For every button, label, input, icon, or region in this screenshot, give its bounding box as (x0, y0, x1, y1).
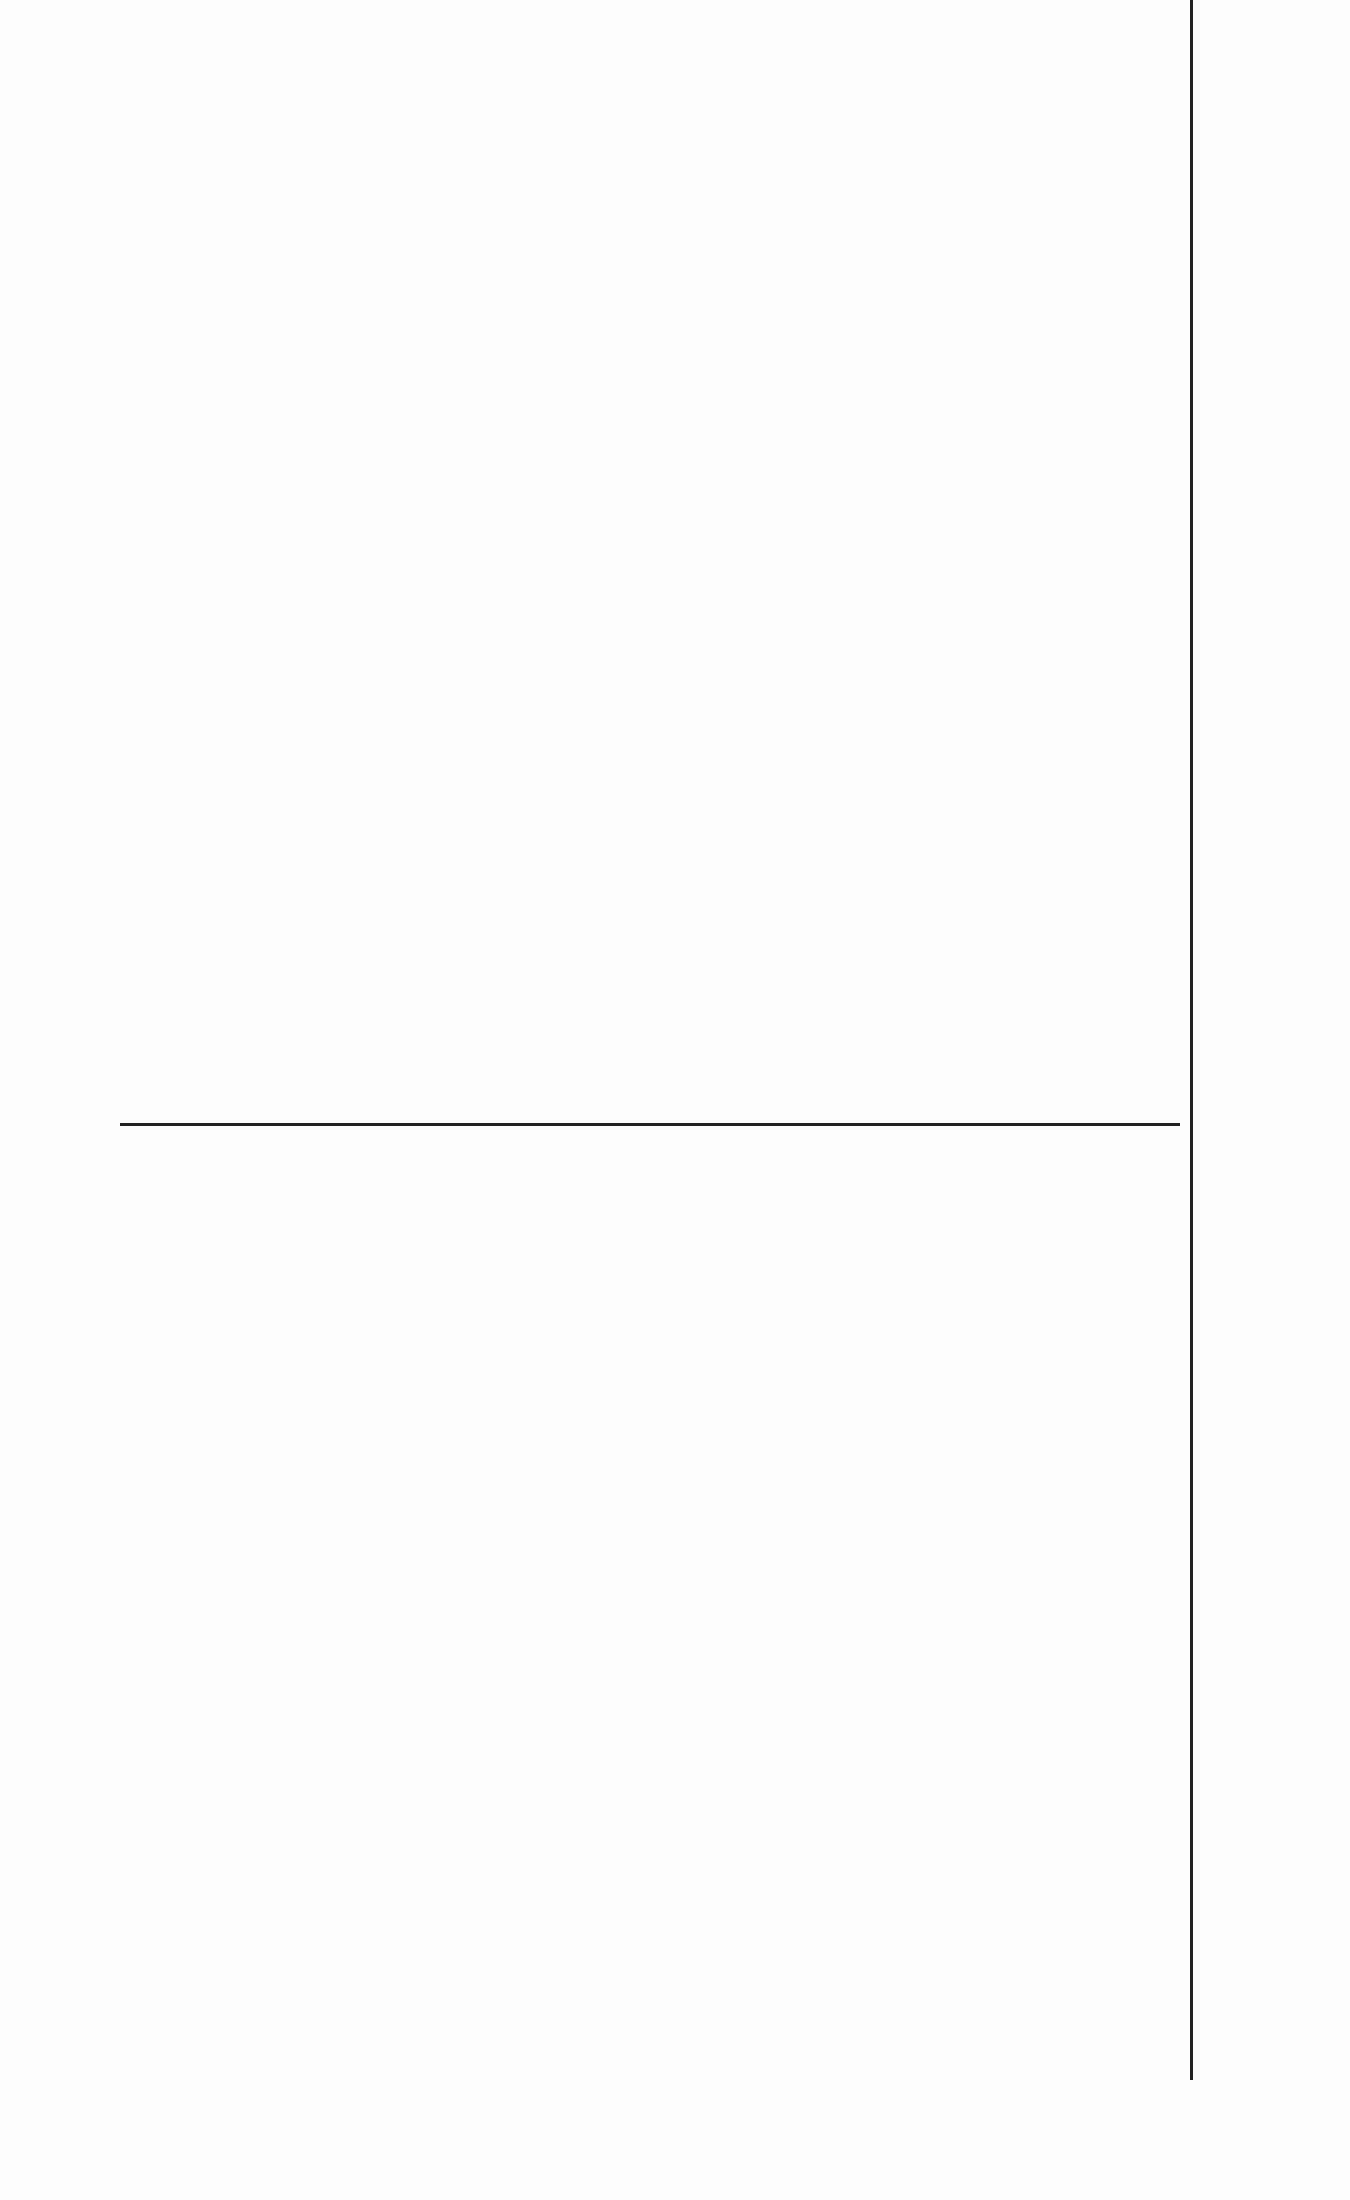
page-middle-rule (120, 1123, 1180, 1126)
page-right-rule (1190, 0, 1193, 2080)
